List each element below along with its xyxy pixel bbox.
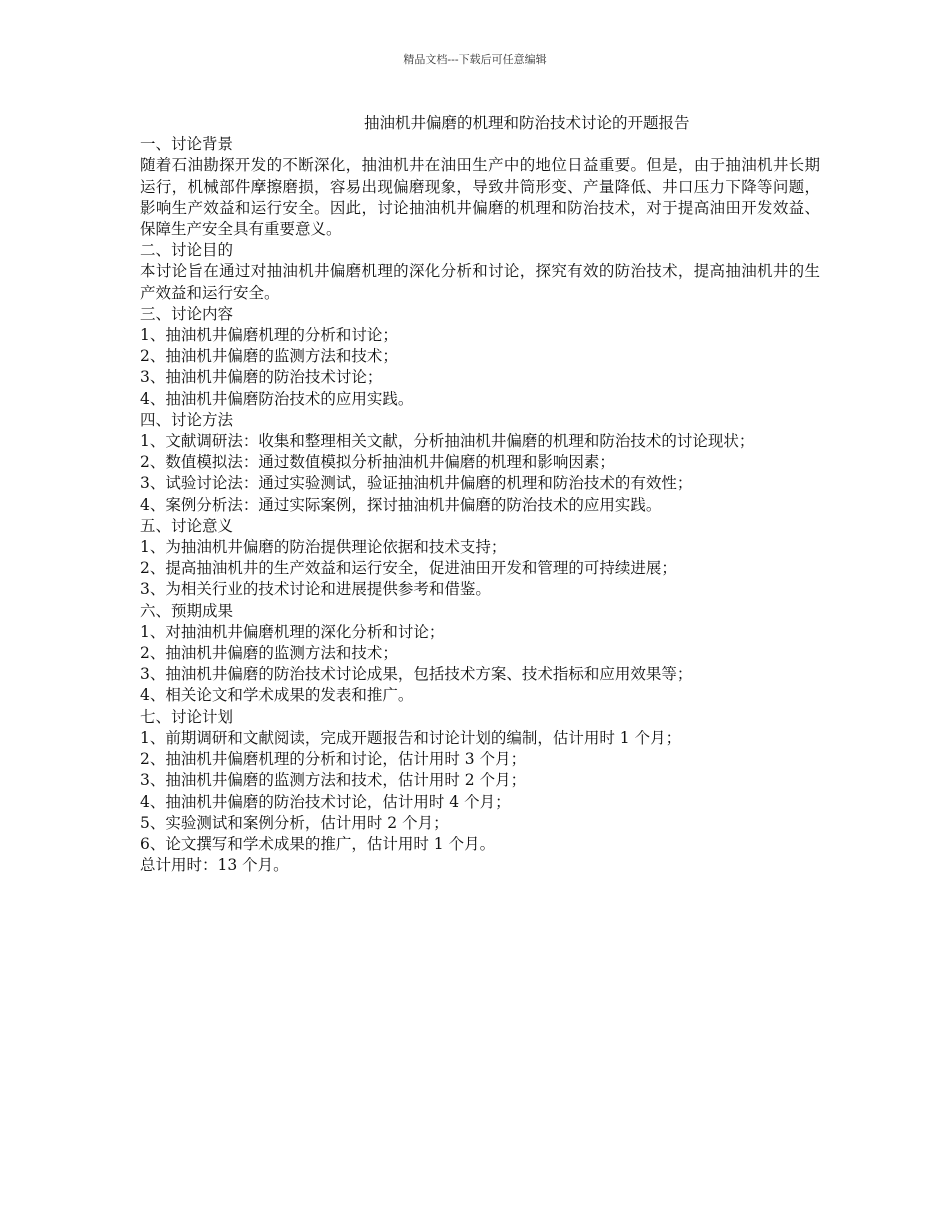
methods-list	[140, 431, 820, 516]
section-heading: 七、讨论计划	[140, 707, 234, 726]
section-heading: 四、讨论方法	[140, 410, 234, 429]
list-item: 3、抽油机井偏磨的防治技术讨论；	[140, 368, 383, 387]
list-item: 1、对抽油机井偏磨机理的深化分析和讨论；	[140, 622, 445, 641]
plan-list	[140, 728, 820, 855]
list-item: 3、抽油机井偏磨的防治技术讨论成果，包括技术方案、技术指标和应用效果等；	[140, 665, 693, 684]
section-significance	[140, 516, 820, 601]
section-heading: 一、讨论背景	[140, 135, 234, 154]
list-item: 6、论文撰写和学术成果的推广，估计用时 1 个月。	[140, 834, 496, 853]
section-background	[140, 134, 820, 240]
section-methods	[140, 410, 820, 516]
section-content	[140, 304, 820, 410]
list-item: 1、文献调研法：收集和整理相关文献，分析抽油机井偏磨的机理和防治技术的讨论现状；	[140, 432, 755, 451]
section-expected-results	[140, 601, 820, 707]
list-item: 2、抽油机井偏磨的监测方法和技术；	[140, 347, 398, 366]
significance-list	[140, 537, 820, 601]
list-item: 4、抽油机井偏磨的防治技术讨论，估计用时 4 个月；	[140, 792, 511, 811]
content-list	[140, 325, 820, 410]
list-item: 4、相关论文和学术成果的发表和推广。	[140, 686, 414, 705]
page-header-watermark: 精品文档---下载后可任意编辑	[403, 53, 547, 66]
document-body	[140, 113, 820, 876]
document-title: 抽油机井偏磨的机理和防治技术讨论的开题报告	[364, 114, 690, 132]
list-item: 2、数值模拟法：通过数值模拟分析抽油机井偏磨的机理和影响因素；	[140, 453, 615, 472]
list-item: 3、试验讨论法：通过实验测试，验证抽油机井偏磨的机理和防治技术的有效性；	[140, 474, 693, 493]
list-item: 3、抽油机井偏磨的监测方法和技术，估计用时 2 个月；	[140, 771, 527, 790]
results-list	[140, 622, 820, 707]
list-item: 2、抽油机井偏磨机理的分析和讨论，估计用时 3 个月；	[140, 750, 527, 769]
list-item: 2、抽油机井偏磨的监测方法和技术；	[140, 644, 398, 663]
list-item: 1、抽油机井偏磨机理的分析和讨论；	[140, 326, 398, 345]
section-paragraph: 随着石油勘探开发的不断深化，抽油机井在油田生产中的地位日益重要。但是，由于抽油机井长期运行，机械部件摩擦磨损，容易出现偏磨现象，导致井筒形变、产量降低、井口压力下降等问题，影响生产效益和运行安全。因此，讨论抽油机井偏磨的机理和防治技术，对于提高油田开发效益、保障生产安全具有重要意义。	[140, 156, 820, 239]
section-heading: 五、讨论意义	[140, 516, 234, 535]
list-item: 2、提高抽油机井的生产效益和运行安全，促进油田开发和管理的可持续进展；	[140, 559, 677, 578]
section-plan	[140, 707, 820, 877]
section-heading: 六、预期成果	[140, 601, 234, 620]
list-item: 4、抽油机井偏磨防治技术的应用实践。	[140, 389, 414, 408]
total-duration: 总计用时：13 个月。	[140, 856, 289, 875]
list-item: 4、案例分析法：通过实际案例，探讨抽油机井偏磨的防治技术的应用实践。	[140, 495, 662, 514]
list-item: 1、为抽油机井偏磨的防治提供理论依据和技术支持；	[140, 538, 507, 557]
list-item: 3、为相关行业的技术讨论和进展提供参考和借鉴。	[140, 580, 491, 599]
list-item: 5、实验测试和案例分析，估计用时 2 个月；	[140, 813, 449, 832]
section-heading: 三、讨论内容	[140, 304, 234, 323]
section-paragraph: 本讨论旨在通过对抽油机井偏磨机理的深化分析和讨论，探究有效的防治技术，提高抽油机井的生产效益和运行安全。	[140, 262, 820, 302]
section-purpose	[140, 240, 820, 304]
section-heading: 二、讨论目的	[140, 241, 234, 260]
list-item: 1、前期调研和文献阅读，完成开题报告和讨论计划的编制，估计用时 1 个月；	[140, 728, 682, 747]
